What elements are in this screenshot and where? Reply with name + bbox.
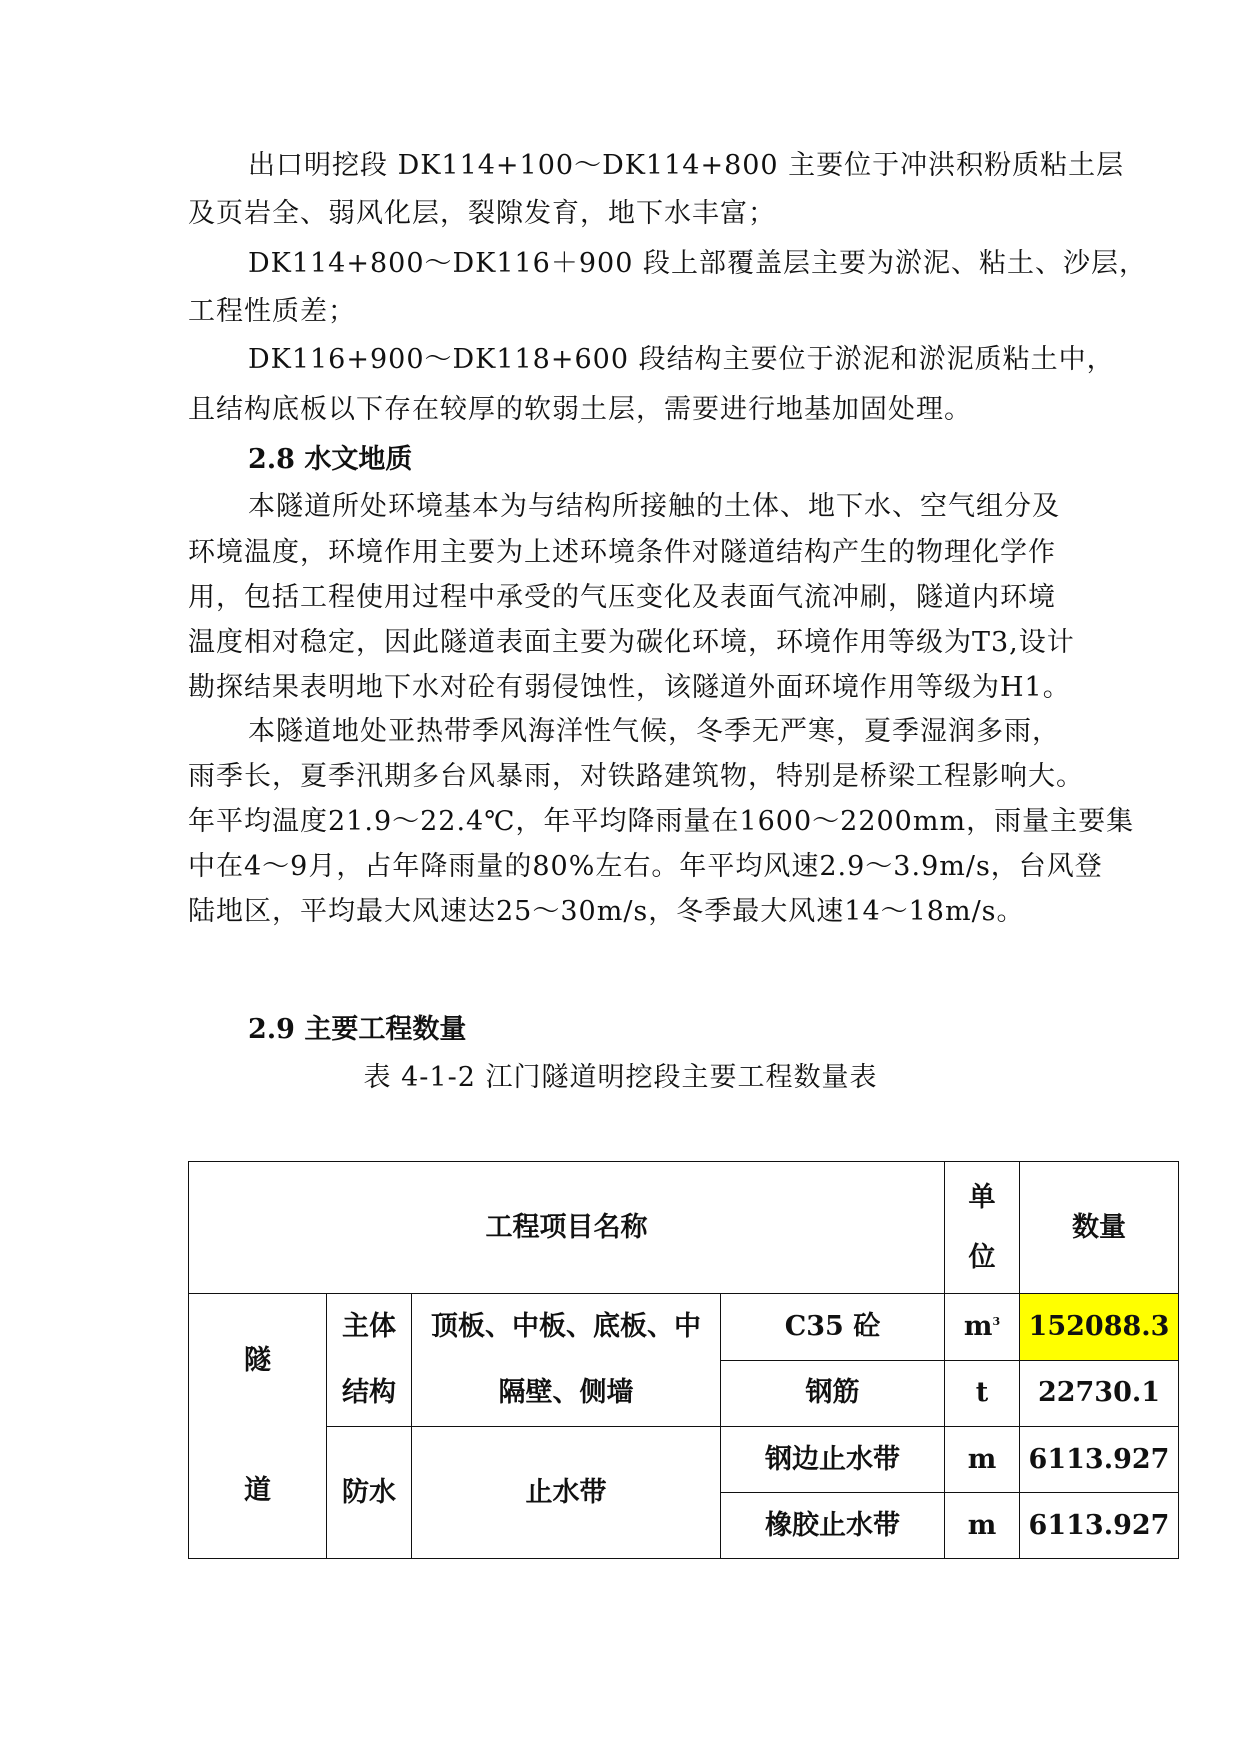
- group-cell: 主体结构: [327, 1294, 412, 1427]
- table-caption: 表 4-1-2 江门隧道明挖段主要工程数量表: [363, 1062, 878, 1093]
- item-cell: 止水带: [412, 1427, 721, 1559]
- section-heading-hydrogeology: 2.8 水文地质: [248, 444, 413, 475]
- header-quantity: 数量: [1020, 1162, 1179, 1294]
- paragraph-line: DK116+900～DK118+600 段结构主要位于淤泥和淤泥质粘土中，: [248, 344, 1115, 375]
- category-cell: 隧道: [189, 1294, 327, 1559]
- paragraph-line: 工程性质差；: [188, 296, 356, 327]
- item-cell: 顶板、中板、底板、中隔壁、侧墙: [412, 1294, 721, 1427]
- quantity-cell: 6113.927: [1020, 1493, 1179, 1559]
- quantity-cell: 22730.1: [1020, 1360, 1179, 1427]
- quantity-cell-highlighted: 152088.3: [1020, 1294, 1179, 1361]
- material-cell: C35 砼: [721, 1294, 945, 1361]
- paragraph-line: 温度相对稳定，因此隧道表面主要为碳化环境，环境作用等级为T3,设计: [188, 627, 1075, 658]
- table-row: [189, 1294, 1179, 1361]
- paragraph-line: 及页岩全、弱风化层，裂隙发育，地下水丰富；: [188, 198, 776, 229]
- paragraph-line: 年平均温度21.9～22.4℃，年平均降雨量在1600～2200mm，雨量主要集: [188, 806, 1135, 837]
- paragraph-line: 勘探结果表明地下水对砼有弱侵蚀性，该隧道外面环境作用等级为H1。: [188, 672, 1071, 703]
- unit-superscript: 3: [992, 1314, 1001, 1328]
- unit-cell: [945, 1294, 1020, 1361]
- header-unit: 单位: [945, 1162, 1020, 1294]
- unit-text: m: [963, 1310, 993, 1342]
- paragraph-line: 出口明挖段 DK114+100～DK114+800 主要位于冲洪积粉质粘土层: [248, 150, 1125, 181]
- paragraph-line: 中在4～9月，占年降雨量的80%左右。年平均风速2.9～3.9m/s，台风登: [188, 851, 1103, 882]
- paragraph-line: 用，包括工程使用过程中承受的气压变化及表面气流冲刷，隧道内环境: [188, 582, 1056, 613]
- material-cell: 钢筋: [721, 1360, 945, 1427]
- material-cell: 橡胶止水带: [721, 1493, 945, 1559]
- table-header-row: [189, 1162, 1179, 1294]
- paragraph-line: 本隧道地处亚热带季风海洋性气候，冬季无严寒，夏季湿润多雨，: [248, 716, 1060, 747]
- paragraph-line: 且结构底板以下存在较厚的软弱土层，需要进行地基加固处理。: [188, 394, 972, 425]
- section-heading-quantities: 2.9 主要工程数量: [248, 1014, 467, 1045]
- paragraph-line: 环境温度，环境作用主要为上述环境条件对隧道结构产生的物理化学作: [188, 537, 1056, 568]
- material-cell: 钢边止水带: [721, 1427, 945, 1493]
- paragraph-line: 本隧道所处环境基本为与结构所接触的土体、地下水、空气组分及: [248, 491, 1060, 522]
- unit-cell: m: [945, 1427, 1020, 1493]
- group-cell: 防水: [327, 1427, 412, 1559]
- unit-cell: m: [945, 1493, 1020, 1559]
- paragraph-line: 雨季长，夏季汛期多台风暴雨，对铁路建筑物，特别是桥梁工程影响大。: [188, 761, 1084, 792]
- table-row: [189, 1427, 1179, 1493]
- unit-cell: t: [945, 1360, 1020, 1427]
- header-project-name: 工程项目名称: [189, 1162, 945, 1294]
- paragraph-line: DK114+800～DK116＋900 段上部覆盖层主要为淤泥、粘土、沙层，: [248, 248, 1147, 279]
- quantity-cell: 6113.927: [1020, 1427, 1179, 1493]
- quantity-table: [188, 1161, 1179, 1559]
- paragraph-line: 陆地区，平均最大风速达25～30m/s，冬季最大风速14～18m/s。: [188, 896, 1025, 927]
